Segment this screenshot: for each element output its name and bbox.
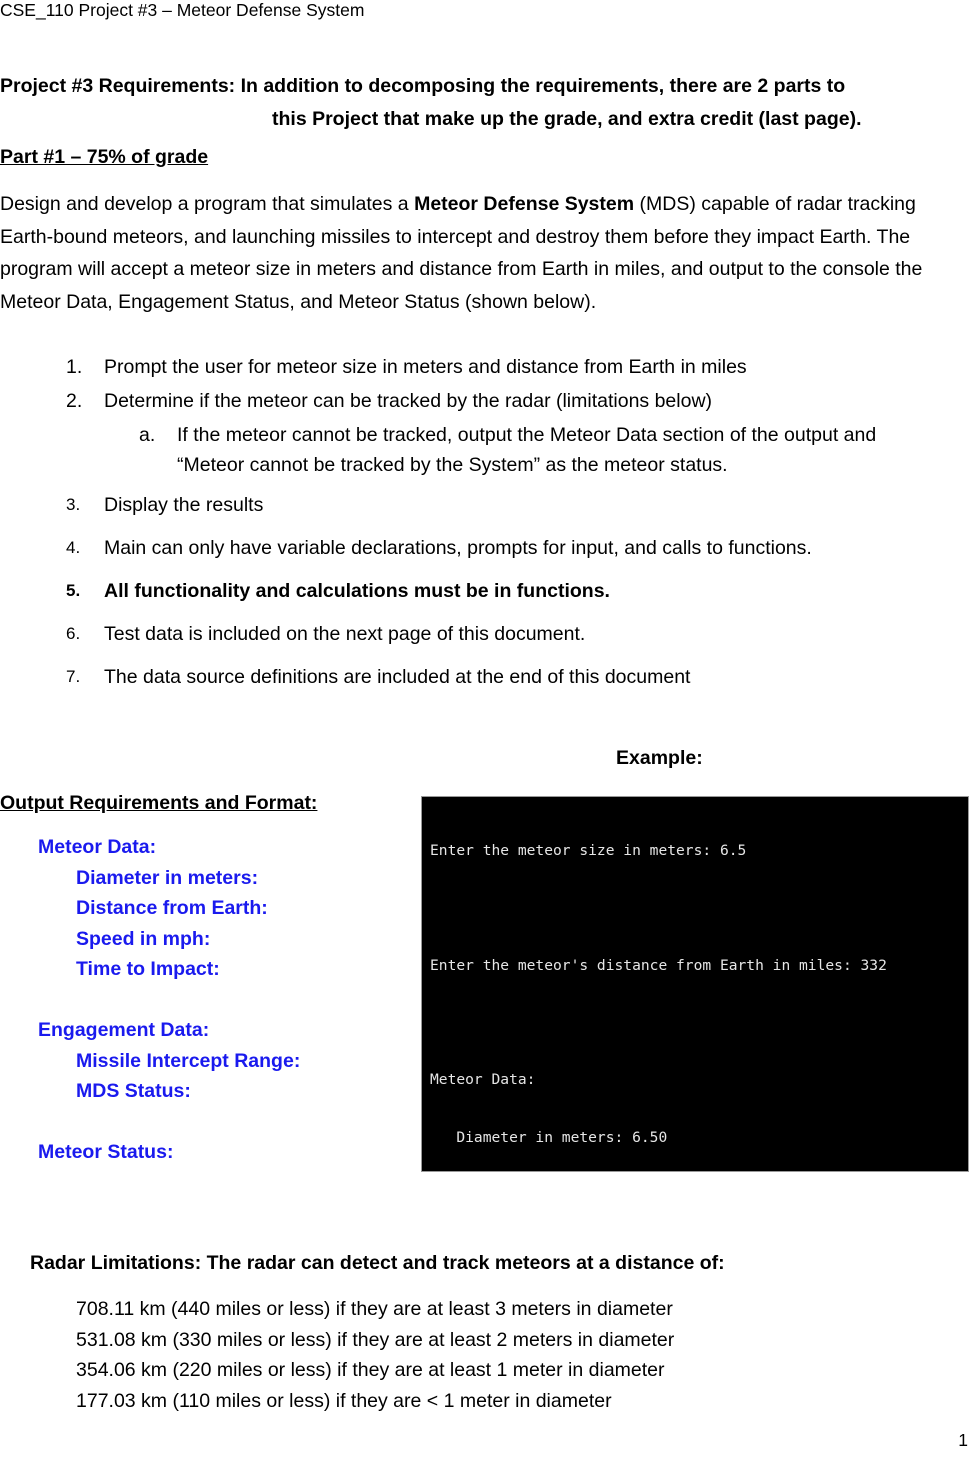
step-number: 5. bbox=[66, 581, 81, 600]
output-diameter: Diameter in meters: bbox=[76, 866, 259, 889]
output-speed: Speed in mph: bbox=[76, 927, 211, 950]
step-text: Test data is included on the next page of this document. bbox=[104, 623, 586, 645]
description-paragraph bbox=[0, 188, 972, 318]
steps-list bbox=[66, 352, 966, 692]
console-screenshot bbox=[421, 796, 969, 1172]
step-item bbox=[66, 533, 966, 563]
step-text: All functionality and calculations must be in functions. bbox=[104, 580, 610, 602]
step-text: Determine if the meteor can be tracked by the radar (limitations below) bbox=[104, 390, 713, 412]
step-item bbox=[66, 619, 966, 649]
page-number: 1 bbox=[958, 1430, 968, 1450]
radar-limitations-list bbox=[76, 1294, 674, 1416]
description-pre: Design and develop a program that simulates a bbox=[0, 193, 415, 215]
radar-line: 531.08 km (330 miles or less) if they are at least 2 meters in diameter bbox=[76, 1328, 675, 1351]
radar-line: 354.06 km (220 miles or less) if they are at least 1 meter in diameter bbox=[76, 1359, 665, 1381]
step-number: 7. bbox=[66, 667, 81, 686]
radar-line: 177.03 km (110 miles or less) if they are < 1 meter in diameter bbox=[76, 1389, 612, 1412]
output-meteor-data: Meteor Data: bbox=[38, 836, 157, 858]
step-text: Prompt the user for meteor size in meters and distance from Earth in miles bbox=[104, 356, 747, 378]
console-line: Diameter in meters: 6.50 bbox=[430, 1128, 668, 1146]
output-mds: MDS Status: bbox=[76, 1080, 191, 1103]
step-item bbox=[66, 386, 966, 416]
step-number: 4. bbox=[66, 538, 81, 557]
requirements-line-2: this Project that make up the grade, and extra credit (last page). bbox=[272, 108, 862, 130]
step-text: Main can only have variable declarations, prompts for input, and calls to functions. bbox=[104, 537, 812, 559]
output-engagement: Engagement Data: bbox=[38, 1018, 210, 1041]
step-item bbox=[66, 576, 966, 606]
step-number: 2. bbox=[66, 390, 83, 412]
step-number: 6. bbox=[66, 624, 81, 643]
step-item bbox=[66, 352, 966, 382]
radar-limitations-title: Radar Limitations: The radar can detect and track meteors at a distance of: bbox=[30, 1252, 725, 1274]
example-label: Example: bbox=[616, 747, 703, 769]
page-header: CSE_110 Project #3 – Meteor Defense System bbox=[0, 0, 365, 20]
spacer bbox=[38, 985, 300, 1015]
console-line: Meteor Data: bbox=[430, 1071, 536, 1089]
console-line bbox=[430, 1013, 960, 1032]
step-number: 1. bbox=[66, 356, 83, 378]
output-requirements-title: Output Requirements and Format: bbox=[0, 792, 318, 814]
substep-item bbox=[139, 420, 937, 480]
step-text: The data source definitions are included at the end of this document bbox=[104, 666, 691, 688]
output-distance: Distance from Earth: bbox=[76, 897, 268, 920]
console-line bbox=[430, 898, 960, 917]
step-text: Display the results bbox=[104, 494, 264, 516]
output-time: Time to Impact: bbox=[76, 958, 220, 981]
part1-title: Part #1 – 75% of grade bbox=[0, 146, 209, 168]
console-line: Enter the meteor size in meters: 6.5 bbox=[430, 842, 747, 860]
output-meteor-status: Meteor Status: bbox=[38, 1140, 174, 1163]
description-bold: Meteor Defense System bbox=[414, 193, 635, 215]
output-intercept: Missile Intercept Range: bbox=[76, 1049, 301, 1072]
substep-text: If the meteor cannot be tracked, output the Meteor Data section of the output and “Meteor cannot be tracked by the System” as the meteor status. bbox=[177, 424, 877, 476]
spacer bbox=[38, 1107, 300, 1137]
step-item bbox=[66, 662, 966, 692]
radar-line: 708.11 km (440 miles or less) if they are at least 3 meters in diameter bbox=[76, 1298, 673, 1320]
requirements-line-1: Project #3 Requirements: In addition to decomposing the requirements, there are 2 parts to bbox=[0, 75, 846, 97]
output-format-list bbox=[38, 832, 300, 1167]
step-item bbox=[66, 490, 966, 520]
substep-letter: a. bbox=[139, 424, 156, 446]
requirements-heading bbox=[0, 70, 862, 136]
console-line: Enter the meteor's distance from Earth in miles: 332 bbox=[430, 956, 887, 974]
description-post: (MDS) capable of radar tracking Earth-bound meteors, and launching missiles to intercept and destroy them before they impact Earth. The program will accept a meteor size in meters and distance from Earth in miles, and output to the console the Meteor Data, Engagement Status, and Meteor Status (shown below). bbox=[0, 193, 923, 313]
step-number: 3. bbox=[66, 495, 81, 514]
